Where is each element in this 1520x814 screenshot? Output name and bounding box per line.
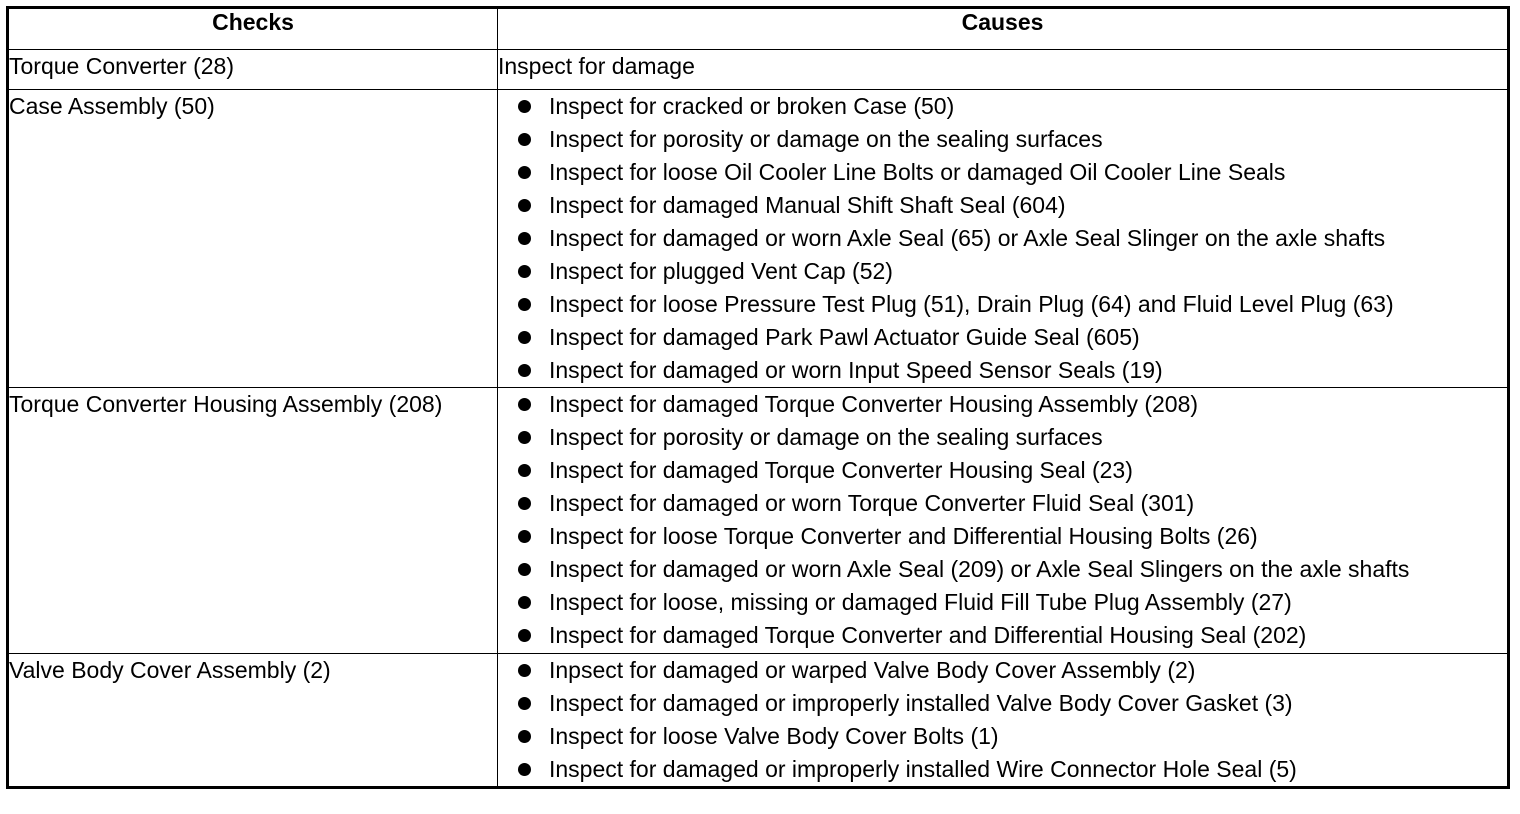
list-item bbox=[518, 189, 1507, 222]
causes-cell bbox=[498, 654, 1509, 788]
cause-text: Inspect for loose Valve Body Cover Bolts (1) bbox=[549, 723, 999, 749]
list-item bbox=[518, 255, 1507, 288]
diagnosis-table bbox=[6, 6, 1510, 789]
cause-text: Inspect for damaged Manual Shift Shaft Seal (604) bbox=[549, 192, 1066, 218]
bullet-icon bbox=[518, 563, 531, 576]
bullet-icon bbox=[518, 166, 531, 179]
cause-text: Inspect for plugged Vent Cap (52) bbox=[549, 258, 893, 284]
bullet-icon bbox=[518, 364, 531, 377]
list-item bbox=[518, 156, 1507, 189]
bullet-icon bbox=[518, 697, 531, 710]
list-item bbox=[518, 553, 1507, 586]
table-row bbox=[8, 388, 1509, 654]
cause-text: Inspect for damage bbox=[498, 53, 695, 79]
bullet-icon bbox=[518, 629, 531, 642]
cause-text: Inpsect for damaged or warped Valve Body Cover Assembly (2) bbox=[549, 657, 1196, 683]
causes-cell bbox=[498, 90, 1509, 388]
cause-text: Inspect for porosity or damage on the sealing surfaces bbox=[549, 126, 1103, 152]
causes-cell bbox=[498, 388, 1509, 654]
list-item bbox=[518, 321, 1507, 354]
list-item bbox=[518, 520, 1507, 553]
list-item bbox=[518, 687, 1507, 720]
cause-list bbox=[498, 654, 1507, 786]
list-item bbox=[518, 654, 1507, 687]
list-item bbox=[518, 90, 1507, 123]
list-item bbox=[518, 454, 1507, 487]
table-body bbox=[8, 50, 1509, 788]
bullet-icon bbox=[518, 398, 531, 411]
check-cell: Valve Body Cover Assembly (2) bbox=[8, 654, 498, 788]
table-row bbox=[8, 50, 1509, 90]
cause-text: Inspect for damaged or improperly installed Wire Connector Hole Seal (5) bbox=[549, 756, 1297, 782]
table-row bbox=[8, 654, 1509, 788]
list-item bbox=[518, 222, 1507, 255]
list-item bbox=[518, 720, 1507, 753]
cause-text: Inspect for damaged Park Pawl Actuator Guide Seal (605) bbox=[549, 324, 1140, 350]
bullet-icon bbox=[518, 298, 531, 311]
bullet-icon bbox=[518, 464, 531, 477]
list-item bbox=[518, 487, 1507, 520]
bullet-icon bbox=[518, 664, 531, 677]
list-item bbox=[518, 619, 1507, 652]
bullet-icon bbox=[518, 265, 531, 278]
bullet-icon bbox=[518, 730, 531, 743]
table-row bbox=[8, 90, 1509, 388]
list-item bbox=[518, 288, 1507, 321]
bullet-icon bbox=[518, 331, 531, 344]
table-header-row bbox=[8, 8, 1509, 50]
check-cell: Torque Converter (28) bbox=[8, 50, 498, 90]
bullet-icon bbox=[518, 763, 531, 776]
cause-list bbox=[498, 388, 1507, 652]
cause-text: Inspect for cracked or broken Case (50) bbox=[549, 93, 955, 119]
cause-text: Inspect for damaged or worn Input Speed Sensor Seals (19) bbox=[549, 357, 1163, 383]
cause-text: Inspect for damaged Torque Converter Housing Assembly (208) bbox=[549, 391, 1199, 417]
causes-column-header: Causes bbox=[498, 8, 1509, 50]
cause-text: Inspect for loose Oil Cooler Line Bolts or damaged Oil Cooler Line Seals bbox=[549, 159, 1286, 185]
cause-text: Inspect for damaged Torque Converter and Differential Housing Seal (202) bbox=[549, 622, 1307, 648]
list-item bbox=[518, 586, 1507, 619]
cause-text: Inspect for damaged or worn Torque Converter Fluid Seal (301) bbox=[549, 490, 1195, 516]
cause-text: Inspect for damaged Torque Converter Housing Seal (23) bbox=[549, 457, 1133, 483]
list-item bbox=[518, 388, 1507, 421]
list-item bbox=[518, 753, 1507, 786]
list-item bbox=[518, 123, 1507, 156]
cause-text: Inspect for damaged or improperly installed Valve Body Cover Gasket (3) bbox=[549, 690, 1293, 716]
bullet-icon bbox=[518, 199, 531, 212]
bullet-icon bbox=[518, 497, 531, 510]
bullet-icon bbox=[518, 596, 531, 609]
checks-column-header: Checks bbox=[8, 8, 498, 50]
cause-text: Inspect for damaged or worn Axle Seal (65) or Axle Seal Slinger on the axle shafts bbox=[549, 225, 1386, 251]
list-item bbox=[518, 421, 1507, 454]
cause-text: Inspect for porosity or damage on the sealing surfaces bbox=[549, 424, 1103, 450]
bullet-icon bbox=[518, 133, 531, 146]
causes-cell bbox=[498, 50, 1509, 90]
cause-list bbox=[498, 90, 1507, 387]
check-cell: Torque Converter Housing Assembly (208) bbox=[8, 388, 498, 654]
check-cell: Case Assembly (50) bbox=[8, 90, 498, 388]
bullet-icon bbox=[518, 100, 531, 113]
cause-text: Inspect for loose Torque Converter and Differential Housing Bolts (26) bbox=[549, 523, 1258, 549]
cause-text: Inspect for damaged or worn Axle Seal (209) or Axle Seal Slingers on the axle shafts bbox=[549, 556, 1410, 582]
bullet-icon bbox=[518, 232, 531, 245]
bullet-icon bbox=[518, 530, 531, 543]
cause-text: Inspect for loose, missing or damaged Fluid Fill Tube Plug Assembly (27) bbox=[549, 589, 1292, 615]
list-item bbox=[518, 354, 1507, 387]
cause-text: Inspect for loose Pressure Test Plug (51), Drain Plug (64) and Fluid Level Plug (63) bbox=[549, 291, 1394, 317]
bullet-icon bbox=[518, 431, 531, 444]
